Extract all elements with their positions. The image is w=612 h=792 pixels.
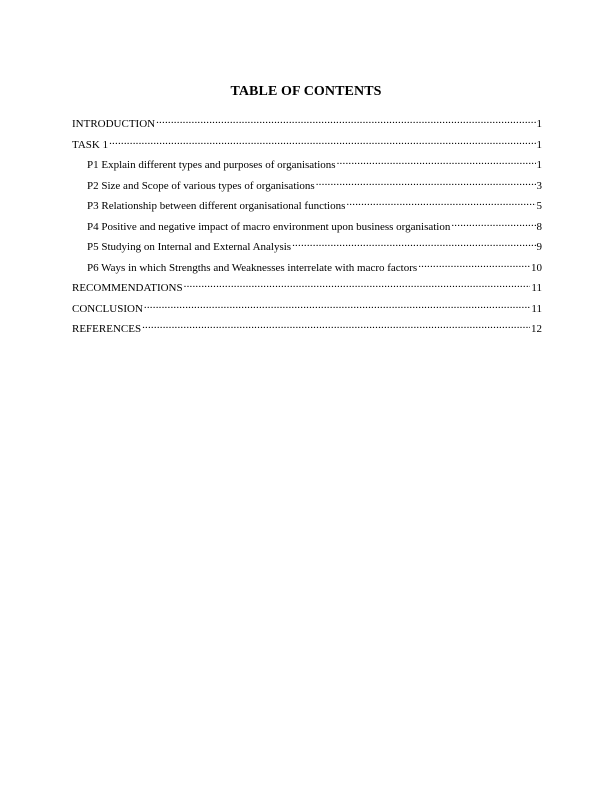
toc-entry-p2[interactable]	[72, 175, 542, 196]
toc-entry-label: P3 Relationship between different organisational functions	[87, 200, 346, 212]
dot-leader	[316, 175, 536, 189]
toc-entry-recommendations[interactable]	[72, 277, 542, 298]
toc-entry-label: P1 Explain different types and purposes of organisations	[87, 159, 336, 171]
toc-entry-label: INTRODUCTION	[72, 118, 156, 130]
toc-entry-p4[interactable]	[72, 216, 542, 237]
dot-leader	[142, 318, 530, 332]
dot-leader	[156, 113, 535, 127]
dot-leader	[337, 154, 536, 168]
toc-entry-p1[interactable]	[72, 154, 542, 175]
toc-entry-p5[interactable]	[72, 236, 542, 257]
toc-page-number: 5	[536, 200, 542, 212]
toc-entry-references[interactable]	[72, 318, 542, 339]
toc-page-number: 1	[536, 138, 542, 151]
toc-entry-p6[interactable]	[72, 257, 542, 278]
toc-page-number: 11	[531, 302, 542, 315]
toc-entry-label: P5 Studying on Internal and External Analysis	[87, 241, 292, 253]
toc-list	[72, 113, 542, 339]
toc-entry-label: TASK 1	[72, 138, 109, 151]
toc-entry-introduction[interactable]	[72, 113, 542, 134]
toc-entry-label: CONCLUSION	[72, 302, 143, 315]
toc-entry-label: RECOMMENDATIONS	[72, 282, 183, 294]
toc-title: TABLE OF CONTENTS	[230, 84, 382, 99]
dot-leader	[144, 298, 531, 312]
dot-leader	[451, 216, 535, 230]
toc-page-number: 1	[536, 159, 542, 171]
toc-entry-label: REFERENCES	[72, 323, 142, 335]
toc-entry-label: P2 Size and Scope of various types of organisations	[87, 179, 315, 192]
toc-page-number: 8	[536, 220, 542, 233]
dot-leader	[184, 277, 531, 291]
toc-page-number: 9	[536, 241, 542, 253]
dot-leader	[418, 257, 530, 271]
dot-leader	[346, 195, 535, 209]
toc-entry-label: P4 Positive and negative impact of macro environment upon business organisation	[87, 220, 451, 233]
toc-page-number: 11	[531, 282, 542, 294]
toc-page-number: 1	[536, 118, 542, 130]
toc-entry-task-1[interactable]	[72, 134, 542, 155]
dot-leader	[292, 236, 535, 250]
toc-entry-p3[interactable]	[72, 195, 542, 216]
toc-page-number: 10	[531, 261, 542, 274]
toc-page-number: 12	[531, 323, 542, 335]
toc-entry-conclusion[interactable]	[72, 298, 542, 319]
dot-leader	[109, 134, 535, 148]
toc-page-number: 3	[536, 179, 542, 192]
toc-entry-label: P6 Ways in which Strengths and Weaknesses interrelate with macro factors	[87, 261, 418, 274]
